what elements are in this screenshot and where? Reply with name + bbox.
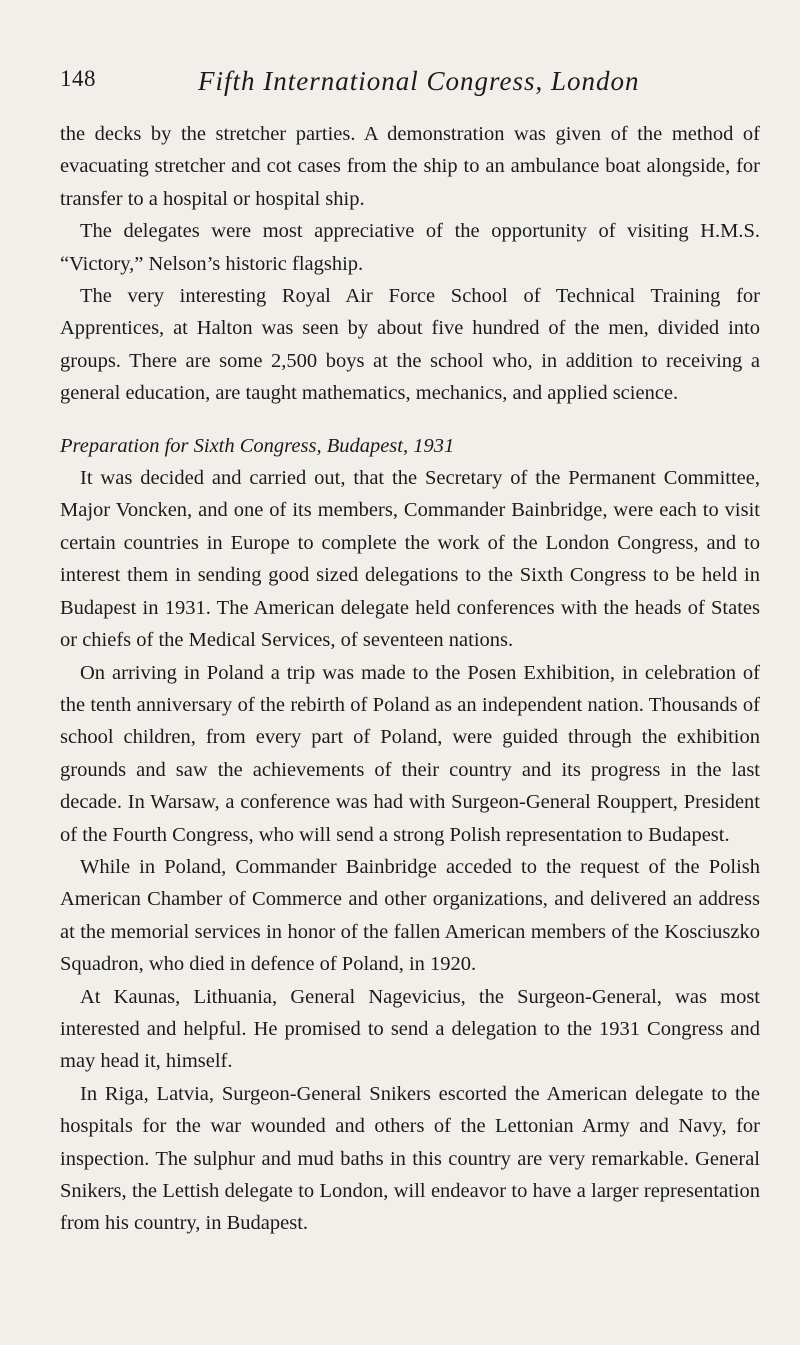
paragraph: the decks by the stretcher parties. A demonstration was given of the method of evacuating stretcher and cot cases from the ship to an ambulance boat alongside, for transfer to a hospital or hospital ship. bbox=[60, 123, 760, 210]
body-text bbox=[60, 118, 760, 1240]
paragraph: The very interesting Royal Air Force School of Technical Training for Apprentices, at Halton was seen by about five hundred of the men, divided into groups. There are some 2,500 boys at the school who, in addition to receiving a general education, are taught mathematics, mechanics, and applied science. bbox=[60, 285, 760, 405]
running-head bbox=[60, 66, 752, 102]
paragraph: In Riga, Latvia, Surgeon-General Snikers escorted the American delegate to the hospitals for the war wounded and others of the Lettonian Army and Navy, for inspection. The sulphur and mud baths in this country are very remarkable. General Snikers, the Lettish delegate to London, will endeavor to have a larger representation from his country, in Budapest. bbox=[60, 1082, 760, 1235]
paragraph: The delegates were most appreciative of the opportunity of visiting H.M.S. “Victory,” Nelson’s historic flagship. bbox=[60, 220, 760, 275]
page-number: 148 bbox=[60, 66, 96, 91]
section-heading: Preparation for Sixth Congress, Budapest, 1931 bbox=[60, 434, 455, 457]
paragraph: At Kaunas, Lithuania, General Nagevicius, the Surgeon-General, was most interested and helpful. He promised to send a delegation to the 1931 Congress and may head it, himself. bbox=[60, 985, 760, 1073]
paragraph: While in Poland, Commander Bainbridge acceded to the request of the Polish American Chamber of Commerce and other organizations, and delivered an address at the memorial services in honor of the fallen American members of the Kosciuszko Squadron, who died in defence of Poland, in 1920. bbox=[60, 855, 760, 976]
paragraph: On arriving in Poland a trip was made to the Posen Exhibition, in celebration of the tenth anniversary of the rebirth of Poland as an independent nation. Thousands of school children, from every part of Poland, were guided through the exhibition grounds and saw the achievements of their country and its progress in the last decade. In Warsaw, a conference was had with Surgeon-General Rouppert, President of the Fourth Congress, who will send a strong Polish representation to Budapest. bbox=[60, 661, 760, 846]
running-title: Fifth International Congress, London bbox=[198, 66, 640, 96]
paragraph: It was decided and carried out, that the Secretary of the Permanent Committee, Major Voncken, and one of its members, Commander Bainbridge, were each to visit certain countries in Europe to complete the work of the London Congress, and to interest them in sending good sized delegations to the Sixth Congress to be held in Budapest in 1931. The American delegate held conferences with the heads of States or chiefs of the Medical Services, of seventeen nations. bbox=[60, 467, 760, 652]
